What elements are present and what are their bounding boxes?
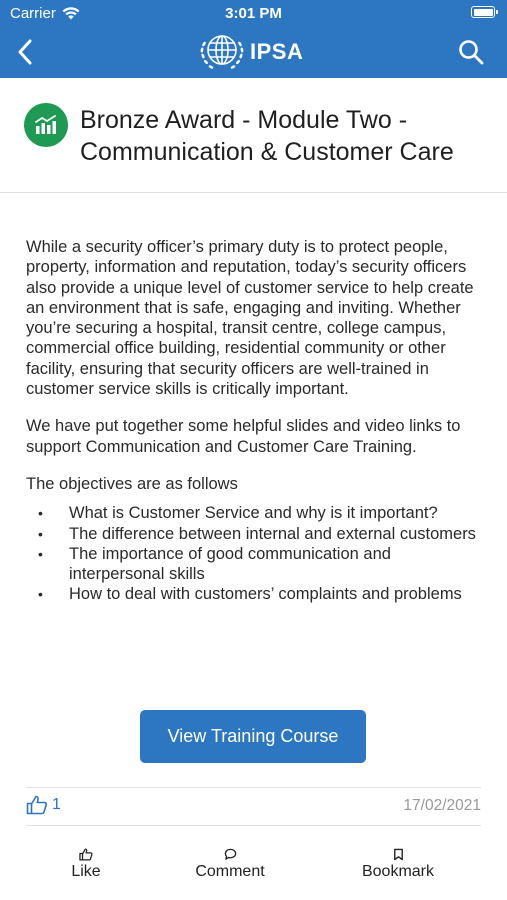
bookmark-icon xyxy=(393,848,404,861)
search-button[interactable] xyxy=(457,38,485,66)
thumbs-up-icon xyxy=(79,848,93,861)
top-bar xyxy=(0,0,507,78)
category-badge xyxy=(24,103,68,147)
search-icon xyxy=(458,39,484,65)
intro-paragraph: While a security officer’s primary duty is to protect people, property, information and reputation, today’s security officers also provide a unique level of customer service to help create an environment that is safe, engaging and inviting. Whether you’re securing a hospital, transit centre, college campus, commercial office building, residential community or other facility, ensuring that security officers are well-trained in customer service skills is critically important. xyxy=(26,238,474,399)
divider xyxy=(26,825,481,826)
list-item: • The difference between internal and external customers xyxy=(26,524,481,544)
bookmark-button[interactable] xyxy=(356,848,440,881)
battery-icon xyxy=(471,6,495,18)
back-button[interactable] xyxy=(12,38,38,66)
post-body xyxy=(26,237,481,605)
like-button[interactable] xyxy=(70,848,102,881)
chevron-left-icon xyxy=(17,39,33,65)
carrier-label: Carrier xyxy=(10,5,56,22)
divider xyxy=(26,787,481,788)
post-date: 17/02/2021 xyxy=(403,797,481,814)
comment-label: Comment xyxy=(195,863,265,880)
like-count[interactable] xyxy=(26,795,61,815)
app-logo xyxy=(196,30,303,74)
comment-button[interactable] xyxy=(188,848,272,881)
support-paragraph: We have put together some helpful slides and video links to support Communication and Customer Care Training. xyxy=(26,417,461,456)
bar-chart-icon xyxy=(34,114,58,136)
thumbs-up-icon xyxy=(26,795,48,815)
like-label: Like xyxy=(71,863,101,880)
like-count-value: 1 xyxy=(52,796,61,813)
objectives-heading: The objectives are as follows xyxy=(26,474,238,493)
post-header xyxy=(0,78,507,193)
list-item: • What is Customer Service and why is it important? xyxy=(26,503,481,523)
logo-text: IPSA xyxy=(250,39,304,64)
status-time: 3:01 PM xyxy=(225,5,282,22)
objectives-list xyxy=(26,503,481,604)
comment-bubble-icon xyxy=(224,848,237,861)
list-item: • How to deal with customers’ complaints and problems xyxy=(26,584,481,604)
status-bar xyxy=(0,0,507,28)
globe-laurel-icon xyxy=(196,30,248,74)
post-title: Bronze Award - Module Two - Communication & Customer Care xyxy=(80,106,454,166)
view-training-course-button[interactable]: View Training Course xyxy=(140,710,366,763)
list-item: • The importance of good communication and interpersonal skills xyxy=(26,544,481,585)
bookmark-label: Bookmark xyxy=(361,863,435,880)
